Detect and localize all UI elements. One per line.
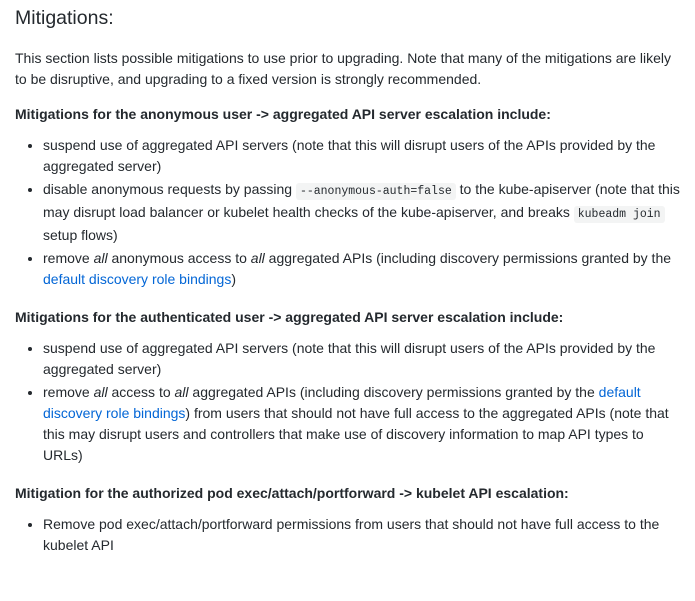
- list-item: • remove all access to all aggregated APIs (including discovery permissions granted by the default discovery role bindings) from users that should not have full access to the aggregated APIs (note that this may disrupt users and controllers that make use of discovery information to map API types to URLs): [43, 382, 685, 466]
- default-discovery-role-bindings-link[interactable]: default discovery role bindings: [43, 271, 232, 287]
- section-heading-authenticated: Mitigations for the authenticated user -> aggregated API server escalation include:: [15, 309, 564, 325]
- mitigation-list-anonymous: [15, 135, 685, 290]
- code-kubeadm-join: kubeadm join: [574, 206, 665, 223]
- mitigation-list-kubelet: [15, 514, 685, 556]
- list-item: • remove all anonymous access to all aggregated APIs (including discovery permissions granted by the default discovery role bindings): [43, 248, 685, 290]
- list-item: • suspend use of aggregated API servers (note that this will disrupt users of the APIs provided by the aggregated server): [43, 135, 685, 177]
- page-title: Mitigations:: [15, 7, 114, 29]
- section-heading-kubelet: Mitigation for the authorized pod exec/attach/portforward -> kubelet API escalation:: [15, 485, 569, 501]
- intro-paragraph: This section lists possible mitigations to use prior to upgrading. Note that many of the mitigations are likely to be disruptive, and upgrading to a fixed version is strongly recommended.: [15, 50, 671, 87]
- default-discovery-role-bindings-link[interactable]: default discovery role bindings: [43, 384, 641, 421]
- list-item: • suspend use of aggregated API servers (note that this will disrupt users of the APIs provided by the aggregated server): [43, 338, 685, 380]
- section-heading-anonymous: Mitigations for the anonymous user -> aggregated API server escalation include:: [15, 106, 551, 122]
- mitigation-list-authenticated: [15, 338, 685, 466]
- code-anonymous-auth-flag: --anonymous-auth=false: [296, 183, 456, 200]
- list-item: • disable anonymous requests by passing --anonymous-auth=false to the kube-apiserver (note that this may disrupt load balancer or kubelet health checks of the kube-apiserver, and breaks kubeadm join setup flows): [43, 179, 685, 246]
- list-item: • Remove pod exec/attach/portforward permissions from users that should not have full access to the kubelet API: [43, 514, 685, 556]
